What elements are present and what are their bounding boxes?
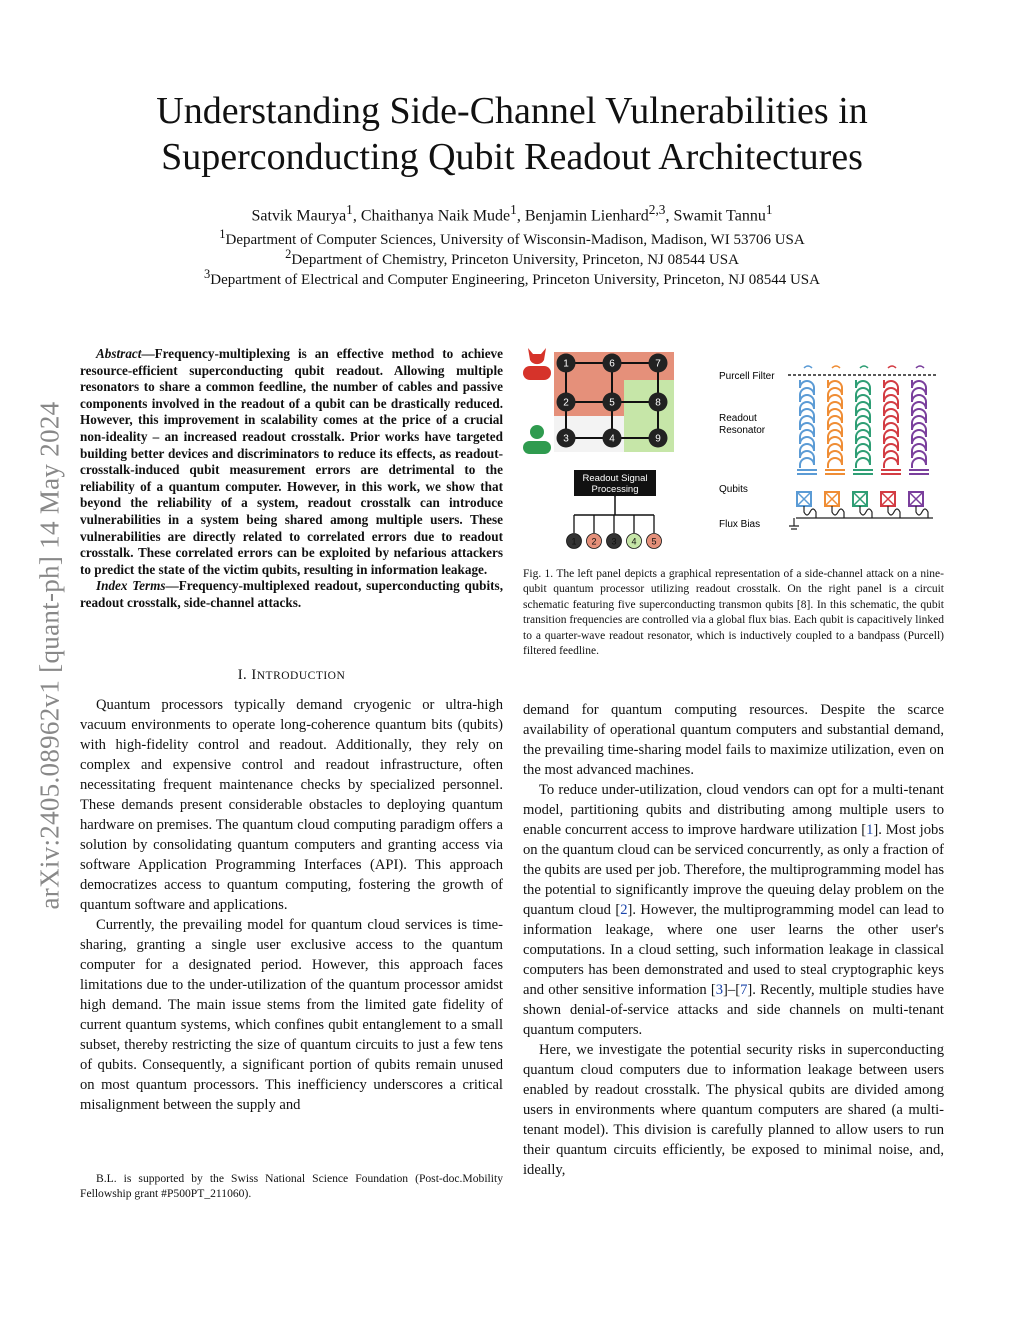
abstract-text: —Frequency-multiplexing is an effective method to achieve resource-efficient superconducting qubit readout. Allowing multiple resonators to share a common feedline, the number of cables and passive components involved in the readout of a qubit can be drastically reduced. However, this improvement in scalability comes at the price of a crucial non-ideality – an increased readout crosstalk. Prior works have targeted building better devices and discriminators to reduce its effects, as readout-crosstalk-induced qubit measurement errors are detrimental to the reliability of a quantum computer. However, in this work, we show that beyond the reliability of a system, readout crosstalk can introduce vulnerabilities in a system being shared among multiple users. These vulnerabilities are directly related to correlated errors due to readout crosstalk. These correlated errors can be exploited by nefarious attackers to predict the state of the victim qubits, resulting in information leakage. [80,346,503,577]
affiliation-text: Department of Electrical and Computer Engineering, Princeton University, Princeton, NJ 08544 USA [210,272,820,288]
affiliation-text: Department of Computer Sciences, University of Wisconsin-Madison, Madison, WI 53706 USA [225,232,805,248]
figure-caption [523,567,944,659]
index-terms-label: Index Terms [96,578,166,594]
left-column-body [80,695,503,1115]
abstract-label: Abstract [96,346,142,361]
text-run: ]–[ [723,982,741,998]
qubit-label: 5 [609,397,615,409]
flux-coil [860,506,872,518]
qubit-label: 4 [609,433,615,445]
readout-qubit-label: 2 [591,536,597,547]
attacker-icon [523,348,551,380]
purcell-coupler [888,366,896,368]
flux-coil [888,506,900,518]
citation-link[interactable]: 1 [866,822,874,838]
circuit-schematic [789,366,929,529]
index-terms-text: —Frequency-multiplexed readout, superconducting qubits, readout crosstalk, side-channel attacks. [80,578,503,610]
josephson-junction [797,492,811,506]
section-heading-introduction [80,667,503,684]
readout-qubit-row [567,515,662,549]
flux-coil [832,506,844,518]
abstract [80,346,503,612]
purcell-coupler [804,366,812,368]
purcell-coupler [916,366,924,368]
readout-qubit-label: 1 [571,536,577,547]
qubit-label: 2 [563,397,569,409]
label-qubits: Qubits [719,484,748,495]
footnote [80,1171,503,1201]
qubit-label: 8 [655,397,661,409]
flux-coil [916,506,928,518]
section-number: I. [237,667,252,683]
readout-qubit-label: 5 [651,536,657,547]
section-title-rest: NTRODUCTION [256,670,346,682]
citation-link[interactable]: 2 [620,902,628,918]
text-run: ]. Recently, multiple studies have shown denial-of-service attacks and side channels on multi-tenant quantum computers. [523,982,945,1038]
affiliation-mark: 2 [285,247,292,261]
right-column-body [523,700,944,1180]
paragraph: Here, we investigate the potential security risks in superconducting quantum cloud computers due to information leakage between users enabled by readout crosstalk. The physical qubits are divided among users in environments where quantum computers are shared (a multi-tenant model). This division is carefully planned to allow users to run their quantum circuits efficiently, be exposed to minimal noise, and, ideally, [523,1042,944,1178]
affiliation-mark: 1 [219,227,226,241]
citation-link[interactable]: 3 [715,982,724,998]
author-name: Chaithanya Naik Mude [360,207,511,225]
josephson-junction [825,492,839,506]
readout-resonator [800,380,814,468]
title-line-1: Understanding Side-Channel Vulnerabilities in [156,90,868,132]
label-resonator: Resonator [719,425,766,436]
affiliation-3 [0,264,1024,290]
author-list: Satvik Maurya$^1$, Chaithanya Naik Mude$^1$, Benjamin Lienhard$^{2,3}$, Swamit Tannu$^1$ [251,202,773,225]
section-title-initial: I [251,667,257,683]
author-affiliation-mark: 1 [765,202,773,217]
paper-title [0,88,1024,180]
label-readout: Readout [719,413,757,424]
readout-resonator [884,380,898,468]
purcell-coupler [860,366,868,368]
paragraph: Quantum processors typically demand cryogenic or ultra-high vacuum environments to operate long-coherence quantum bits (qubits) with high-fidelity control and readout. Additionally, they rely on complex and expensive control and readout infrastructure, often necessitating frequent maintenance checks by specialized personnel. These demands present considerable obstacles to deploying quantum hardware on premises. The quantum cloud computing paradigm offers a solution by consolidating quantum computers and granting access via software Application Programming Interfaces (API). This approach democratizes access to quantum computing, fostering the growth of quantum software and applications. [80,697,503,913]
josephson-junction [909,492,923,506]
affiliation-mark: 3 [204,267,211,281]
figure-1 [518,340,948,560]
citation-link[interactable]: 7 [740,982,748,998]
victim-icon [523,425,551,454]
paragraph [523,780,944,1040]
flux-coil [804,506,816,518]
author-name: Satvik Maurya [251,207,347,225]
arxiv-side-stamp: arXiv:2405.08962v1 [quant-ph] 14 May 2024 [34,401,65,910]
readout-qubit-label: 4 [631,536,637,547]
text-run: ]. However, the multiprogramming model can lead to information leakage, where one user learns the other user's computations. In a cloud setting, such information leakage in classical computers has been demonstrated and used to steal cryptographic keys and other sensitive information [ [523,902,944,998]
readout-box-line-2: Processing [591,484,639,495]
affiliation-text: Department of Chemistry, Princeton University, Princeton, NJ 08544 USA [291,252,739,268]
qubit-label: 1 [563,358,569,370]
caption-text: Fig. 1. The left panel depicts a graphical representation of a side-channel attack on a nine-qubit quantum processor utilizing readout crosstalk. On the right panel is a circuit schematic featuring five superconducting transmon qubits [8]. In this schematic, the qubit transition frequencies are controlled via a global flux bias. Each qubit is capacitively linked to a quarter-wave readout resonator, which is inductively coupled to a bandpass (Purcell) filtered feedline. [523,568,944,658]
author-affiliation-mark: 2,3 [648,202,666,217]
josephson-junction [881,492,895,506]
paragraph: demand for quantum computing resources. Despite the scarce availability of operational quantum computers and substantial demand, the prevailing time-sharing model fails to maximize utilization, even on the most advanced machines. [523,702,944,778]
author-affiliation-mark: 1 [346,202,353,217]
text-run: ]. Most jobs on the quantum cloud can be serviced concurrently, as only a fraction of the qubits are used per job. Therefore, the multiprogramming model has the potential to significantly improve the queuing delay problem on the quantum cloud [ [523,822,944,918]
author-name: Swamit Tannu [673,207,766,225]
author-affiliation-mark: 1 [510,202,517,217]
readout-resonator [828,380,842,468]
footnote-text: B.L. is supported by the Swiss National Science Foundation (Post-doc.Mobility Fellowship grant #P500PT_211060). [80,1172,503,1200]
readout-resonator [856,380,870,468]
qubit-label: 7 [655,358,661,370]
qubit-label: 9 [655,433,661,445]
text-run: To reduce under-utilization, cloud vendors can opt for a multi-tenant model, partitioning qubits and distributing among multiple users to enable concurrent access to improve hardware utilization [ [523,782,944,838]
author-name: Benjamin Lienhard [524,207,649,225]
readout-qubit-label: 3 [611,536,617,547]
title-line-2: Superconducting Qubit Readout Architectures [161,136,863,178]
label-flux-bias: Flux Bias [719,519,761,530]
qubit-grid [557,354,668,448]
readout-resonator [912,380,926,468]
paragraph: Currently, the prevailing model for quantum cloud services is time-sharing, granting a single user exclusive access to the quantum computer for a designated period. However, this approach faces limitations due to the under-utilization of the quantum processor amidst high demand. The main issue stems from the limited gate fidelity of current quantum systems, which confines qubit entanglement to a small subset, thereby restricting the size of quantum circuits to just a few tens of qubits. Consequently, a significant portion of qubits remain unused on most quantum processors. This inefficiency underscores a critical misalignment between the supply and [80,917,503,1113]
purcell-coupler [832,366,840,368]
qubit-label: 3 [563,433,569,445]
josephson-junction [853,492,867,506]
qubit-label: 6 [609,358,615,370]
ground-symbol [789,518,799,529]
readout-box-line-1: Readout Signal [582,473,648,484]
label-purcell-filter: Purcell Filter [719,371,775,382]
